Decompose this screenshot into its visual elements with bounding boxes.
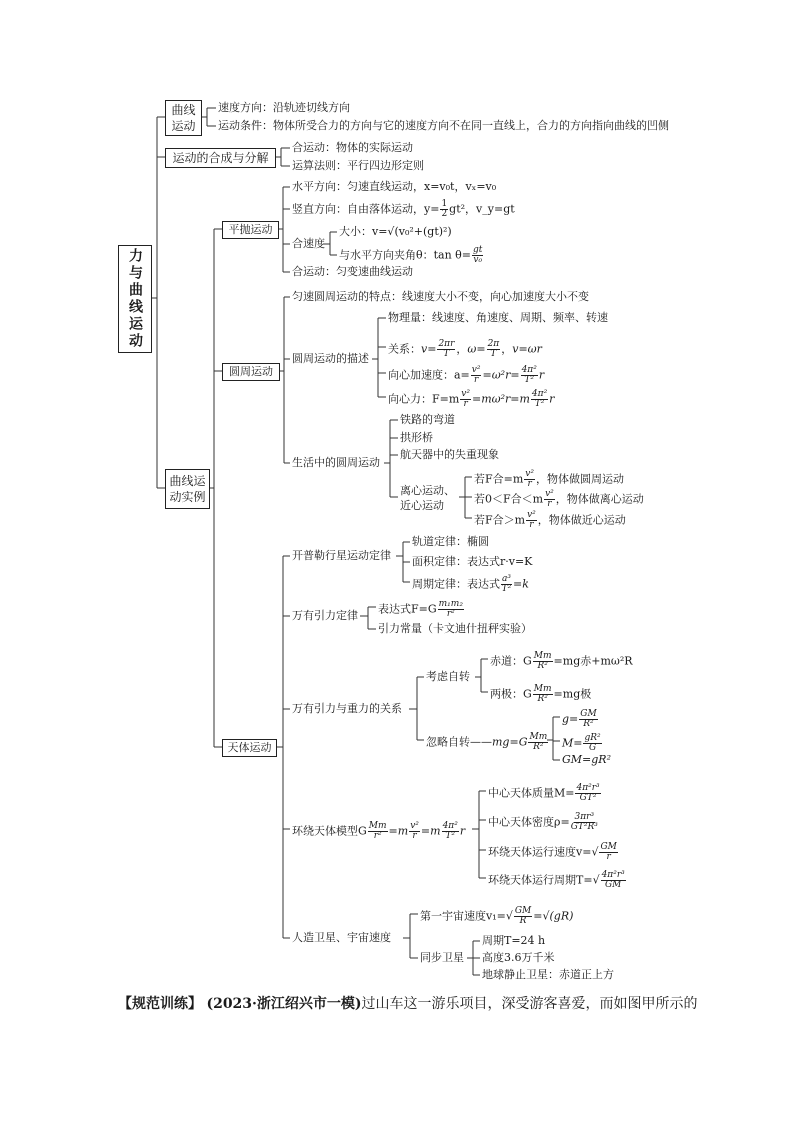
gravity-relation: 万有引力与重力的关系 [292,702,402,715]
mg-frac: $\frac{Mm}{\text{R²}}$ [529,732,548,752]
velocity-direction: 速度方向：沿轨迹切线方向 [218,101,350,114]
case-circular [474,470,624,489]
life-item: 航天器中的失重现象 [400,448,499,461]
speed-frac: $\frac{GM}{r}$ [600,842,617,862]
centripetal-acceleration: 向心加速度：a= $\frac{\text{v²}}{r}$ =ω²r= $\frac{\text{4π²}}{\text{T²}}$ r [388,365,545,385]
composition-node [165,148,276,168]
central-mass [488,784,602,803]
equator [490,652,633,671]
orbit-frac1: $\frac{Mm}{\text{r²}}$ [368,821,387,841]
ignore-rotation-label: 忽略自转 [426,735,470,749]
velocity-angle [339,246,484,265]
mass-frac: $\frac{\text{4π²r³}}{\text{GT²}}$ [576,783,600,803]
orbit-model: 环绕天体模型G $\frac{Mm}{\text{r²}}$ =m $\frac{\text{v²}}{r}$ =m $\frac{\text{4π²}}{\text{T²}}$ r [292,821,466,841]
g-res: g= [562,712,579,726]
circular-description: 圆周运动的描述 [292,352,369,365]
angle-prefix: 与水平方向夹角θ：tan θ= [339,248,472,262]
c3-prefix: 若F合＞m [474,513,526,527]
geo-satellite: 同步卫星 [420,951,464,964]
kepler-laws: 开普勒行星运动定律 [292,549,391,562]
gravitation-law: 万有引力定律 [292,609,358,622]
compose-item: 运算法则：平行四边形定则 [292,159,424,172]
relation-w: ω= [467,342,486,356]
relation-vwr: v=ωr [512,342,542,356]
force-frac2: $\frac{\text{4π²}}{\text{T²}}$ [531,389,548,409]
geo-item: 高度3.6万千米 [482,951,555,964]
first-cosmic-speed: 第一宇宙速度v₁=√ $\frac{GM}{R}$ =√(gR) [420,906,574,926]
orbit-mid1: =m [388,824,409,838]
life-item: 拱形桥 [400,431,433,444]
motion-condition: 运动条件：物体所受合力的方向与它的速度方向不在同一直线上，合力的方向指向曲线的凹侧 [218,119,669,132]
life-circular: 生活中的圆周运动 [292,456,380,469]
grav-frac: $\frac{\text{m₁m₂}}{\text{r²}}$ [438,599,463,619]
c1-frac: $\frac{\text{v²}}{r}$ [525,469,534,489]
c2-suffix: ，物体做离心运动 [555,492,644,506]
case-centrifugal [474,490,644,509]
half-fraction: $\frac{1}{2}$ [441,199,448,219]
relations-prefix: 关系： [388,342,421,356]
M-result [562,734,603,753]
grav-prefix: 表达式F=G [378,602,437,616]
composition-label: 运动的合成与分解 [172,151,269,165]
central-mass-label: 中心天体质量M= [488,786,575,800]
c3-suffix: ，物体做近心运动 [537,513,626,527]
first-speed-label: 第一宇宙速度v₁= [420,909,506,923]
case-centripetal [474,511,626,530]
density-frac: $\frac{\text{3πr³}}{\text{GT²R³}}$ [570,812,598,832]
relations: 关系：v= $\frac{2\pi r}{T}$ ，ω= $\frac{2\pi}{T}$ ，v=ωr [388,339,542,359]
velocity-magnitude: 大小：v=√(v₀²+(gt)²) [339,225,452,238]
equator-prefix: 赤道：G [490,654,532,668]
examples-label: 曲线运动实例 [169,474,206,504]
exercise-intro [118,994,698,1014]
orbit-prefix: 环绕天体模型G [292,824,367,838]
orbit-speed: 环绕天体运行速度v=√ $\frac{GM}{r}$ [488,842,617,862]
life-item: 铁路的弯道 [400,413,455,426]
vertical-motion [292,200,515,219]
tan-fraction: $\frac{gt}{\text{v₀}}$ [473,245,483,265]
relation-v: v= [421,342,437,356]
curve-motion-label: 曲线运动 [171,103,196,133]
period-frac: $\frac{\text{a³}}{\text{T²}}$ [501,574,512,594]
curve-motion-node [165,100,202,136]
c2-frac: $\frac{\text{v²}}{r}$ [545,489,554,509]
exercise-text: 过山车这一游乐项目，深受游客喜爱，而如图甲所示的 [361,996,698,1012]
poles-suffix: =mg极 [553,687,592,701]
ignore-rotation: 忽略自转——mg=G $\frac{Mm}{\text{R²}}$ [426,732,548,752]
exercise-label: 【规范训练】 [118,996,202,1012]
consider-rotation: 考虑自转 [426,670,470,683]
compose-item: 合运动：物体的实际运动 [292,141,413,154]
c1-prefix: 若F合=m [474,472,524,486]
M-frac: $\frac{\text{gR²}}{G}$ [584,733,601,753]
c3-frac: $\frac{\text{v²}}{r}$ [527,510,536,530]
kepler-item: 轨道定律：椭圆 [412,535,489,548]
satellite: 人造卫星、宇宙速度 [292,931,391,944]
c2-prefix: 若0＜F合＜m [474,492,544,506]
poles [490,685,591,704]
orbit-frac3: $\frac{\text{4π²}}{\text{T²}}$ [442,821,458,841]
force-frac1: $\frac{\text{v²}}{r}$ [461,389,470,409]
physical-quantities: 物理量：线速度、角速度、周期、频率、转速 [388,311,608,324]
horizontal-motion: 水平方向：匀速直线运动，x=v₀t，vₓ=v₀ [292,180,497,193]
examples-node [165,469,210,509]
gravitational-constant: 引力常量（卡文迪什扭秤实验） [378,622,532,635]
equator-suffix: =mg赤+mω²R [553,654,633,668]
g-result [562,710,599,729]
M-res: M= [562,736,583,750]
geo-item: 周期T=24 h [482,934,546,947]
acc-prefix: 向心加速度：a= [388,368,470,382]
v-fraction: $\frac{2\pi r}{T}$ [438,339,455,359]
vertical-suffix: gt²，v_y=gt [449,202,515,216]
first-speed-tail: =√(gR) [533,909,574,923]
orbit-speed-label: 环绕天体运行速度v= [488,845,592,859]
period-law: 周期定律：表达式 [412,577,500,591]
equator-frac: $\frac{Mm}{\text{R²}}$ [533,651,552,671]
combined-motion: 合运动：匀变速曲线运动 [292,265,413,278]
orbit-period-label: 环绕天体运行周期T= [488,873,593,887]
c1-suffix: ，物体做圆周运动 [535,472,624,486]
g-frac: $\frac{GM}{\text{R²}}$ [580,709,597,729]
kepler-item: 周期定律：表达式 $\frac{\text{a³}}{\text{T²}}$ =k [412,574,529,594]
projectile-label: 平抛运动 [228,223,273,236]
root-node [118,245,152,353]
w-fraction: $\frac{2\pi}{T}$ [487,339,500,359]
vertical-prefix: 竖直方向：自由落体运动，y= [292,202,440,216]
force-prefix: 向心力：F=m [388,392,460,406]
centripetal-force: 向心力：F=m $\frac{\text{v²}}{r}$ =mω²r=m $\frac{\text{4π²}}{\text{T²}}$ r [388,389,555,409]
kepler-item: 面积定律：表达式r·v=K [412,555,533,568]
force-mid: =mω²r=m [471,392,530,406]
geo-item: 地球静止卫星：赤道正上方 [482,968,614,981]
central-density-label: 中心天体密度ρ= [488,815,570,829]
first-speed-frac: $\frac{GM}{R}$ [514,906,532,926]
acc-frac2: $\frac{\text{4π²}}{\text{T²}}$ [521,365,537,385]
orbit-frac2: $\frac{\text{v²}}{r}$ [410,821,419,841]
centrifugal-motion: 离心运动、近心运动 [400,484,455,512]
celestial-node [222,739,277,757]
period-frac2: $\frac{\text{4π²r³}}{GM}$ [601,870,625,890]
acc-mid: =ω²r= [482,368,520,382]
uniform-circular: 匀速圆周运动的特点：线速度大小不变，向心加速度大小不变 [292,290,589,303]
combined-velocity: 合速度 [292,237,325,250]
celestial-label: 天体运动 [227,741,272,754]
mg-prefix: mg=G [492,735,528,749]
poles-frac: $\frac{Mm}{\text{R²}}$ [533,684,552,704]
projectile-node [222,221,279,239]
exercise-source: (2023·浙江绍兴市一模) [206,996,362,1012]
orbit-period: 环绕天体运行周期T=√ $\frac{\text{4π²r³}}{GM}$ [488,870,625,890]
gravitation-formula [378,600,465,619]
circular-label: 圆周运动 [229,365,273,378]
circular-node [222,363,280,381]
GM-result: GM=gR² [562,753,612,766]
root-label: 力与曲线运动 [127,248,143,350]
orbit-mid2: =m [420,824,441,838]
acc-frac1: $\frac{\text{v²}}{r}$ [471,365,481,385]
central-density [488,813,599,832]
poles-prefix: 两极：G [490,687,532,701]
